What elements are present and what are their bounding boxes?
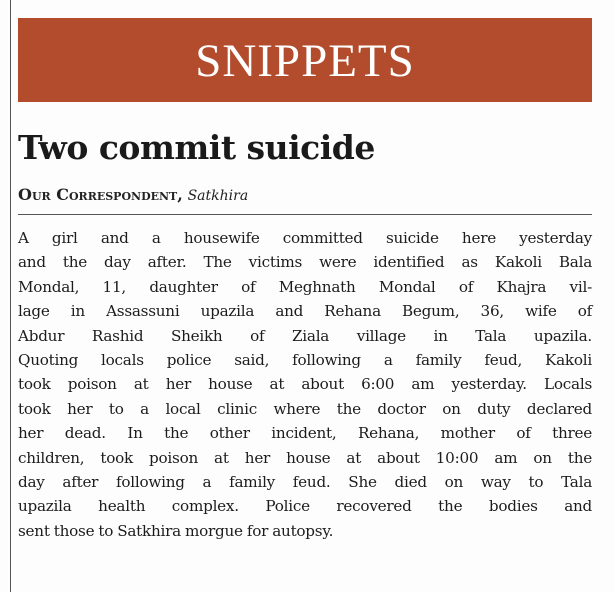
byline-divider (18, 214, 592, 215)
article-body (18, 226, 592, 543)
byline-author: Our Correspondent, (18, 185, 183, 204)
article-body-line: children, took poison at her house at about 10:00 am on the (18, 448, 592, 467)
article-body-line: and the day after. The victims were identified as Kakoli Bala (18, 253, 592, 272)
article-body-line: Abdur Rashid Sheikh of Ziala village in Tala upazila. (18, 326, 592, 345)
article-body-line: sent those to Satkhira morgue for autopsy. (18, 521, 334, 540)
article-body-line: her dead. In the other incident, Rehana, mother of three (18, 424, 592, 443)
article-headline: Two commit suicide (18, 128, 375, 167)
article-body-line: took her to a local clinic where the doctor on duty declared (18, 399, 592, 418)
byline-location: Satkhira (187, 188, 249, 204)
section-banner (18, 18, 592, 102)
section-banner-title: SNIPPETS (195, 34, 415, 87)
column-rule (10, 0, 11, 592)
article-body-line: lage in Assassuni upazila and Rehana Begum, 36, wife of (18, 302, 592, 321)
article-body-line: A girl and a housewife committed suicide here yesterday (18, 229, 592, 247)
article-body-line: Mondal, 11, daughter of Meghnath Mondal of Khajra vil- (18, 277, 592, 296)
article-body-line: day after following a family feud. She died on way to Tala (18, 473, 592, 492)
article-body-line: Quoting locals police said, following a family feud, Kakoli (18, 351, 592, 370)
article-body-line: upazila health complex. Police recovered the bodies and (18, 497, 592, 516)
article-byline (18, 184, 598, 207)
article-body-line: took poison at her house at about 6:00 am yesterday. Locals (18, 375, 592, 394)
